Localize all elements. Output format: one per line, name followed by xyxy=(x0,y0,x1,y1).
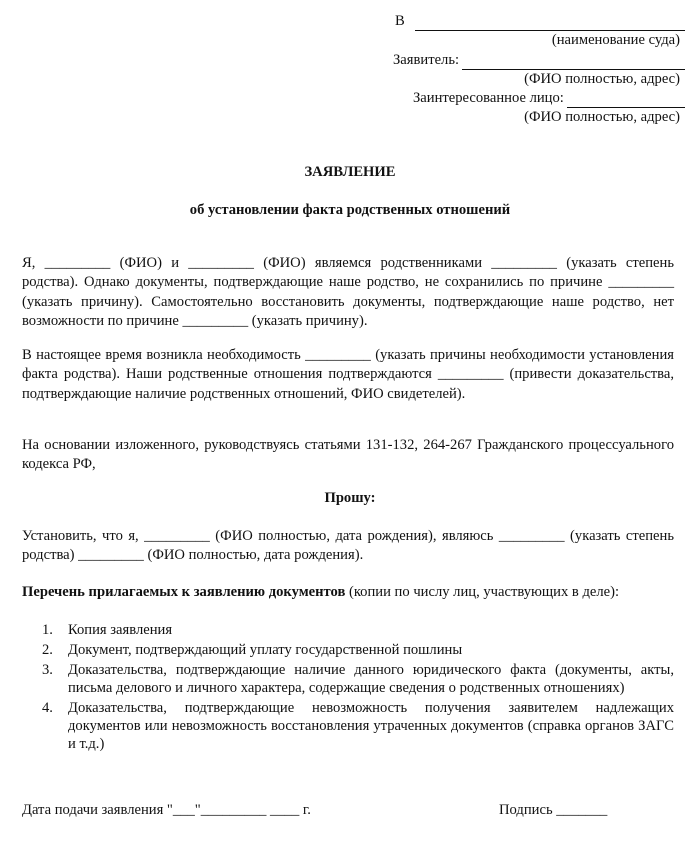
list-item-number: 3. xyxy=(42,661,53,678)
interested-hint: (ФИО полностью, адрес) xyxy=(524,109,680,126)
attachments-heading-rest: (копии по числу лиц, участвующих в деле): xyxy=(345,584,620,600)
document-header xyxy=(395,12,685,128)
paragraph-necessity: В настоящее время возникла необходимость _________ (указать причины необходимости установления факта родства). Наши родственные отношения подтверждаются _________ (привести доказательства, подтверждающие наличие родственных отношений, ФИО свидетелей). xyxy=(22,347,674,402)
applicant-label: Заявитель: xyxy=(393,51,460,68)
list-item-text: Копия заявления xyxy=(68,622,173,638)
list-item-text: Документ, подтверждающий уплату государственной пошлины xyxy=(68,641,463,658)
signature: Подпись _______ xyxy=(499,802,608,818)
list-item xyxy=(22,699,674,754)
applicant-line xyxy=(393,51,685,70)
court-name-field[interactable] xyxy=(415,15,685,31)
applicant-field[interactable] xyxy=(462,54,685,70)
submission-date: Дата подачи заявления "___"_________ ____ г. xyxy=(22,802,311,818)
paragraph-relationship: Я, _________ (ФИО) и _________ (ФИО) являемся родственниками _________ (указать степень родства). Однако документы, подтверждающие наше родство, не сохранились по причине _________ (указать причину). Самостоятельно восстановить документы, подтверждающие наше родство, нет возможности по причине _________ (указать причину). xyxy=(22,255,674,330)
list-item-number: 1. xyxy=(42,622,53,638)
list-item-number: 2. xyxy=(42,641,53,658)
list-item-text: Доказательства, подтверждающие невозможность получения заявителем надлежащих документов или невозможность восстановления утраченных документов (справка органов ЗАГС и т.д.) xyxy=(68,699,674,753)
request-paragraph: Установить, что я, _________ (ФИО полностью, дата рождения), являюсь _________ (указать степень родства) _________ (ФИО полностью, дата рождения). xyxy=(22,528,674,564)
applicant-hint: (ФИО полностью, адрес) xyxy=(524,70,680,87)
list-item-text: Доказательства, подтверждающие наличие данного юридического факта (документы, акты, письма делового и личного характера, содержащие сведения о родственных отношениях) xyxy=(68,661,674,696)
list-item xyxy=(22,641,674,659)
attachments-list xyxy=(22,621,674,755)
interested-label: Заинтересованное лицо: xyxy=(413,90,564,107)
attachments-heading-bold: Перечень прилагаемых к заявлению документов xyxy=(22,584,346,600)
interested-line xyxy=(413,89,685,108)
document-title: ЗАЯВЛЕНИЕ xyxy=(304,164,396,180)
request-heading: Прошу: xyxy=(324,490,376,506)
court-line xyxy=(395,12,685,31)
list-item xyxy=(22,661,674,698)
attachments-heading xyxy=(22,583,674,602)
court-hint: (наименование суда) xyxy=(551,32,680,49)
list-item-number: 4. xyxy=(42,699,53,716)
document-subtitle: об установлении факта родственных отношений xyxy=(189,202,511,218)
to-prefix: В xyxy=(395,13,405,29)
interested-field[interactable] xyxy=(567,92,685,108)
paragraph-legal-basis: На основании изложенного, руководствуясь статьями 131-132, 264-267 Гражданского процессуального кодекса РФ, xyxy=(22,437,674,473)
list-item xyxy=(22,621,674,639)
